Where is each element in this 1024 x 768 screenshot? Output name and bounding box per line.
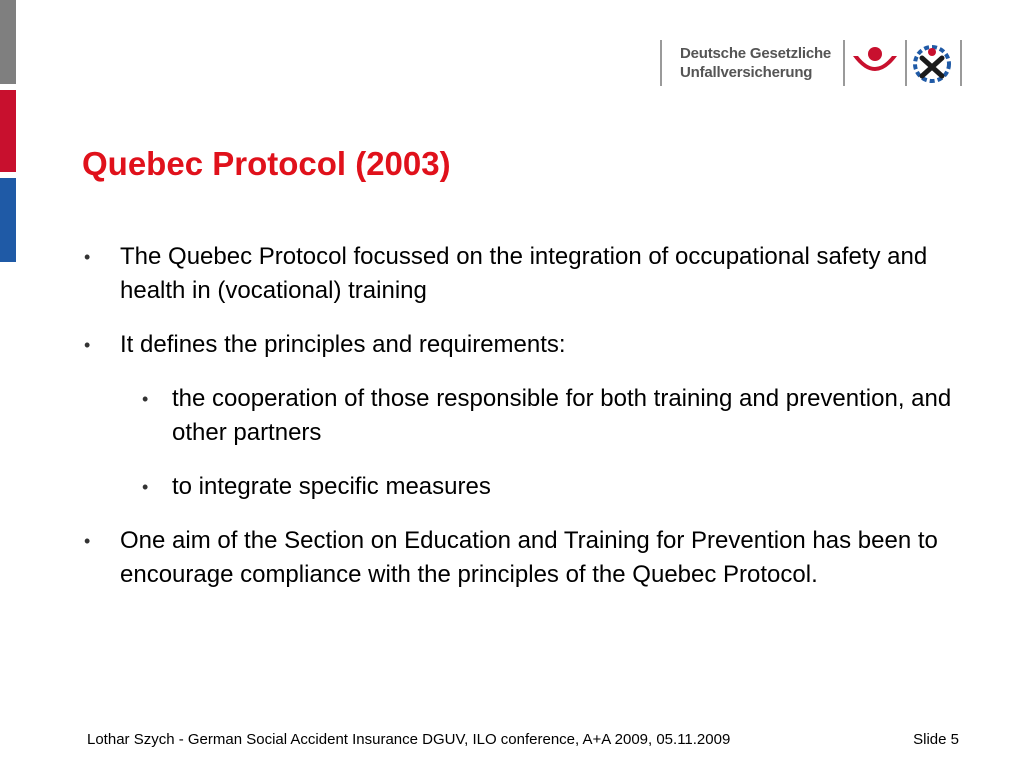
logo-divider-middle xyxy=(843,40,845,86)
bullet-text: It defines the principles and requirements: xyxy=(120,331,566,358)
sub-bullet-marker: • xyxy=(142,389,149,409)
accident-insurance-emblem-icon xyxy=(910,42,954,86)
bullet-list xyxy=(82,240,962,612)
logo-divider-left xyxy=(660,40,662,86)
slide-number: Slide 5 xyxy=(913,731,959,748)
bullet-item xyxy=(82,524,962,592)
bullet-marker: • xyxy=(84,247,91,267)
bullet-marker: • xyxy=(84,335,91,355)
sub-bullet-text: the cooperation of those responsible for both training and prevention, and other partners xyxy=(172,385,952,446)
side-bar-blue xyxy=(0,178,16,262)
logo-line-2: Unfallversicherung xyxy=(680,64,813,81)
logo-line-1: Deutsche Gesetzliche xyxy=(680,45,832,62)
sub-bullet-item xyxy=(82,470,962,504)
slide-title: Quebec Protocol (2003) xyxy=(82,145,451,182)
bullet-text: One aim of the Section on Education and Training for Prevention has been to encourage compliance with the principles of the Quebec Protocol. xyxy=(120,527,938,588)
bullet-marker: • xyxy=(84,531,91,551)
sub-bullet-text: to integrate specific measures xyxy=(172,473,491,500)
dguv-logo-text xyxy=(680,44,840,82)
bullet-item xyxy=(82,328,962,362)
dguv-emblem-icon xyxy=(850,42,900,86)
side-bar-red xyxy=(0,90,16,172)
logo-divider-right xyxy=(905,40,907,86)
logo-divider-end xyxy=(960,40,962,86)
sub-bullet-item xyxy=(82,382,962,450)
sub-bullet-marker: • xyxy=(142,477,149,497)
bullet-text: The Quebec Protocol focussed on the integration of occupational safety and health in (vocational) training xyxy=(120,243,928,304)
side-bar-gray xyxy=(0,0,16,84)
footer-credit: Lothar Szych - German Social Accident Insurance DGUV, ILO conference, A+A 2009, 05.11.2009 xyxy=(87,731,731,748)
bullet-item xyxy=(82,240,962,308)
